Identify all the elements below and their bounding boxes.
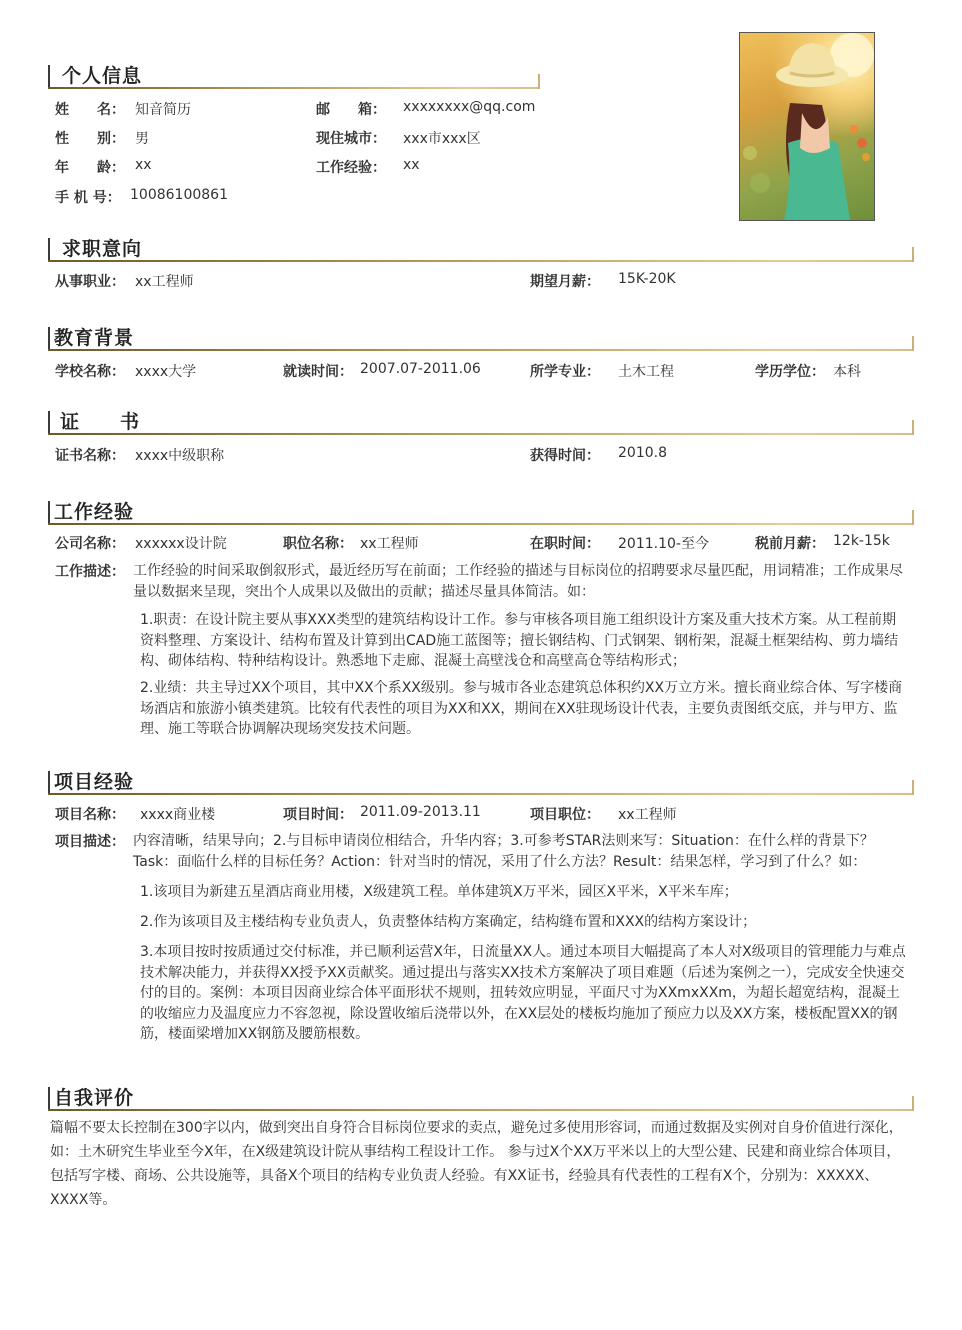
section-title-certificate: 证 书 — [60, 411, 141, 433]
work-desc-text: 工作经验的时间采取倒叙形式，最近经历写在前面；工作经验的描述与目标岗位的招聘要求尽量匹配，用词精准；工作成果尽量以数据来呈现，突出个人成果以及做出的贡献；描述尽量具体简洁。如： — [133, 563, 903, 600]
work-desc-label: 工作描述： — [55, 564, 125, 580]
section-title-education: 教育背景 — [54, 327, 135, 349]
project-time-label: 项目时间： — [283, 807, 353, 823]
cert-name-label: 证书名称： — [55, 448, 125, 464]
section-header-self — [48, 1083, 914, 1111]
cert-date-label: 获得时间： — [530, 448, 600, 464]
gender-value: 男 — [135, 131, 149, 147]
section-header-education — [48, 323, 914, 351]
degree-value: 本科 — [833, 364, 861, 380]
job-value: xx工程师 — [135, 274, 194, 290]
project-role-value: xx工程师 — [618, 807, 677, 823]
section-title-intent: 求职意向 — [62, 238, 143, 260]
project-desc-text — [133, 831, 908, 872]
company-value: xxxxxx设计院 — [135, 536, 227, 552]
job-label: 从事职业： — [55, 274, 125, 290]
exp-value: xx — [403, 157, 420, 173]
work-time-label: 在职时间： — [530, 536, 600, 552]
school-value: xxxx大学 — [135, 364, 197, 380]
email-label: 邮 箱： — [316, 102, 386, 118]
section-header-intent — [48, 234, 914, 262]
period-value: 2007.07-2011.06 — [360, 361, 481, 377]
phone-value: 10086100861 — [130, 187, 228, 203]
degree-label: 学历学位： — [755, 364, 825, 380]
major-label: 所学专业： — [530, 364, 600, 380]
position-label: 职位名称： — [283, 536, 353, 552]
name-value: 知音简历 — [135, 102, 191, 118]
section-title-self: 自我评价 — [54, 1087, 135, 1109]
city-label: 现住城市： — [316, 131, 386, 147]
project-desc-label: 项目描述： — [55, 834, 125, 850]
project-point-3: 3.本项目按时按质通过交付标准，并已顺利运营X年，日流量XX人。通过本项目大幅提高了本人对X级项目的管理能力与难点技术解决能力，并获得XX授予XX贡献奖。通过提出与落实XX技术方案解决了项目难题（后述为案例之一），完成安全快速交付的目的。案例：本项目因商业综合体平面形状不规则，扭转效应明显，平面尺寸为XXmxXXm，为超长超宽结构，混凝土的收缩应力及温度应力不容忽视，除设置收缩后浇带以外，在XX层处的楼板均施加了预应力以及XX方案，楼板配置XX的钢筋，楼面梁增加XX钢筋及腰筋根数。 — [140, 944, 906, 1042]
company-label: 公司名称： — [55, 536, 125, 552]
self-evaluation-text: 篇幅不要太长控制在300字以内，做到突出自身符合目标岗位要求的卖点，避免过多使用形容词，而通过数据及实例对自身价值进行深化，如：土木研究生毕业至今X年，在X级建筑设计院从事结构工程设计工作。 参与过X个XX万平米以上的大型公建、民建和商业综合体项目，包括写字楼、商场、公共设施等，具备X个项目的结构专业负责人经验。有XX证书，经验具有代表性的工程有X个，分别为：XXXXX、XXXX等。 — [50, 1120, 903, 1208]
section-title-personal: 个人信息 — [62, 65, 143, 87]
name-label: 姓 名： — [55, 102, 125, 118]
work-time-value: 2011.10-至今 — [618, 536, 709, 552]
salary-label: 期望月薪： — [530, 274, 600, 290]
pay-label: 税前月薪： — [755, 536, 825, 552]
profile-photo — [739, 32, 875, 221]
exp-label: 工作经验： — [316, 160, 386, 176]
position-value: xx工程师 — [360, 536, 419, 552]
project-name-value: xxxx商业楼 — [140, 807, 216, 823]
cert-date-value: 2010.8 — [618, 445, 667, 461]
section-title-project: 项目经验 — [54, 771, 135, 793]
pay-value: 12k-15k — [833, 533, 890, 549]
major-value: 土木工程 — [618, 364, 674, 380]
age-label: 年 龄： — [55, 160, 125, 176]
email-value: xxxxxxxx@qq.com — [403, 99, 536, 115]
profile-photo-illustration — [740, 33, 874, 220]
work-point-1: 1.职责：在设计院主要从事XXX类型的建筑结构设计工作。参与审核各项目施工组织设计方案及重大技术方案。从工程前期资料整理、方案设计、结构布置及计算到出CAD施工蓝图等；擅长钢结构、门式钢架、钢桁架，混凝土框架结构、剪力墙结构、砌体结构、特种结构设计。熟悉地下走廊、混凝土高壁浅仓和高壁高仓等结构形式； — [140, 612, 899, 669]
city-value: xxx市xxx区 — [403, 131, 481, 147]
section-header-work — [48, 497, 914, 525]
age-value: xx — [135, 157, 152, 173]
project-point-1: 1.该项目为新建五星酒店商业用楼，X级建筑工程。单体建筑X万平米，园区X平米，X平米车库； — [140, 884, 738, 900]
cert-name-value: xxxx中级职称 — [135, 448, 225, 464]
section-header-project — [48, 767, 914, 795]
section-header-personal — [48, 61, 540, 89]
section-title-work: 工作经验 — [54, 501, 135, 523]
project-name-label: 项目名称： — [55, 807, 125, 823]
school-label: 学校名称： — [55, 364, 125, 380]
work-point-2: 2.业绩：共主导过XX个项目，其中XX个系XX级别。参与城市各业态建筑总体积约XX万立方米。擅长商业综合体、写字楼商场酒店和旅游小镇类建筑。比较有代表性的项目为XX和XX，期间在XX驻现场设计代表，主要负责图纸交底，并与甲方、监理、施工等联合协调解决现场突发技术问题。 — [140, 680, 903, 737]
gender-label: 性 别： — [55, 131, 125, 147]
project-role-label: 项目职位： — [530, 807, 600, 823]
project-desc-content: 内容清晰，结果导向；2.与目标申请岗位相结合，升华内容；3.可参考STAR法则来写：Situation：在什么样的背景下？Task：面临什么样的目标任务？Action：针对当时的情况，采用了什么方法？Result：结果怎样，学习到了什么？如： — [133, 833, 874, 870]
period-label: 就读时间： — [283, 364, 353, 380]
project-point-2: 2.作为该项目及主楼结构专业负责人，负责整体结构方案确定，结构缝布置和XXX的结构方案设计； — [140, 914, 757, 930]
project-time-value: 2011.09-2013.11 — [360, 804, 481, 820]
phone-label: 手 机 号： — [55, 190, 121, 206]
section-header-certificate — [48, 407, 914, 435]
salary-value: 15K-20K — [618, 271, 676, 287]
